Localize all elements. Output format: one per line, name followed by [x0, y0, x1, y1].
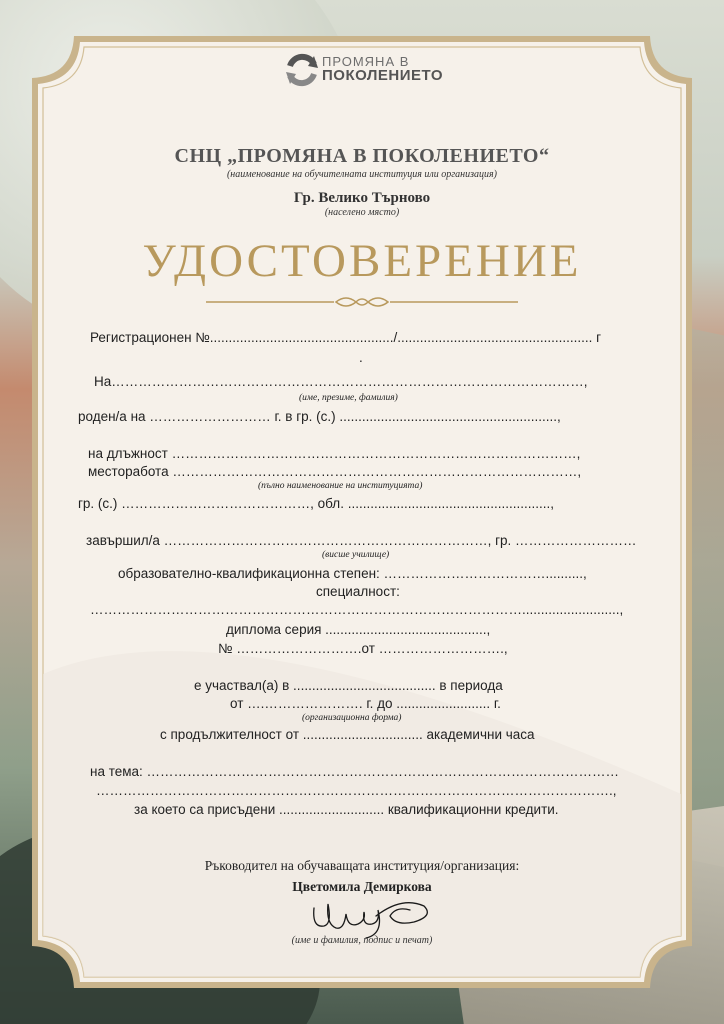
organization-name: СНЦ „ПРОМЯНА В ПОКОЛЕНИЕТО“	[174, 145, 550, 167]
organization-logo	[284, 50, 444, 94]
topic-line: на тема: ……………………………………………………………………………………………	[90, 764, 620, 779]
degree-line: образователно-квалификационна степен: ………………………………..........,	[118, 566, 587, 581]
logo-text-top: ПРОМЯНА В	[322, 54, 410, 69]
topic-continuation-line: …………………………………………………………………………………………………….,	[96, 783, 617, 798]
duration-line: с продължителност от ................................ академични часа	[160, 727, 535, 742]
specialty-line: ……………………………………………………………………………………..........................,	[90, 602, 624, 617]
specialty-label: специалност:	[316, 584, 400, 599]
title-ornament	[206, 294, 518, 310]
diploma-series-line: диплома серия ...........................................,	[226, 622, 491, 637]
position-line: на длъжност ………………………………………………………………………………,	[88, 446, 581, 461]
workplace-caption: (пълно наименование на институцията)	[258, 481, 423, 491]
document-title: УДОСТОВЕРЕНИЕ	[142, 235, 582, 287]
registration-line: Регистрационен №................................................./.................................................... г	[90, 330, 602, 345]
recipient-line: На……………………………………………………………………………………………,	[94, 374, 588, 389]
signature-heading: Ръководител на обучаващата институция/организация:	[204, 858, 520, 873]
period-caption: (организационна форма)	[302, 713, 402, 723]
recycle-arrows-icon	[284, 52, 320, 88]
city-name: Гр. Велико Търново	[293, 190, 431, 206]
graduated-line: завършил/а ………………………………………………………………, гр. ………………………	[86, 533, 637, 548]
participation-line: е участвал(а) в ...................................... в периода	[194, 678, 503, 693]
city-caption: (населено място)	[324, 207, 400, 218]
organization-caption: (наименование на обучителната институция или организация)	[226, 169, 498, 180]
period-line: от ….…………………. г. до ......................... г.	[230, 696, 501, 711]
credits-line: за което са присъдени ............................ квалификационни кредити.	[134, 802, 559, 817]
birth-line: роден/а на ……………………… г. в гр. (с.) ..........................................................,	[78, 409, 561, 424]
recipient-caption: (име, презиме, фамилия)	[299, 393, 398, 403]
workplace-line: месторабота ………………………………………………………………………………,	[88, 464, 582, 479]
logo-text-bottom: ПОКОЛЕНИЕТО	[322, 67, 444, 84]
graduated-caption: (висше училище)	[322, 550, 390, 560]
signatory-name: Цветомила Демиркова	[292, 879, 432, 894]
diploma-number-line: № ……………………….от ……………………….,	[218, 641, 508, 656]
town-line: гр. (с.) ……………………………………, обл. ......................................................,	[78, 496, 554, 511]
registration-dot: .	[359, 350, 363, 365]
signature-caption: (име и фамилия, подпис и печат)	[291, 935, 433, 946]
